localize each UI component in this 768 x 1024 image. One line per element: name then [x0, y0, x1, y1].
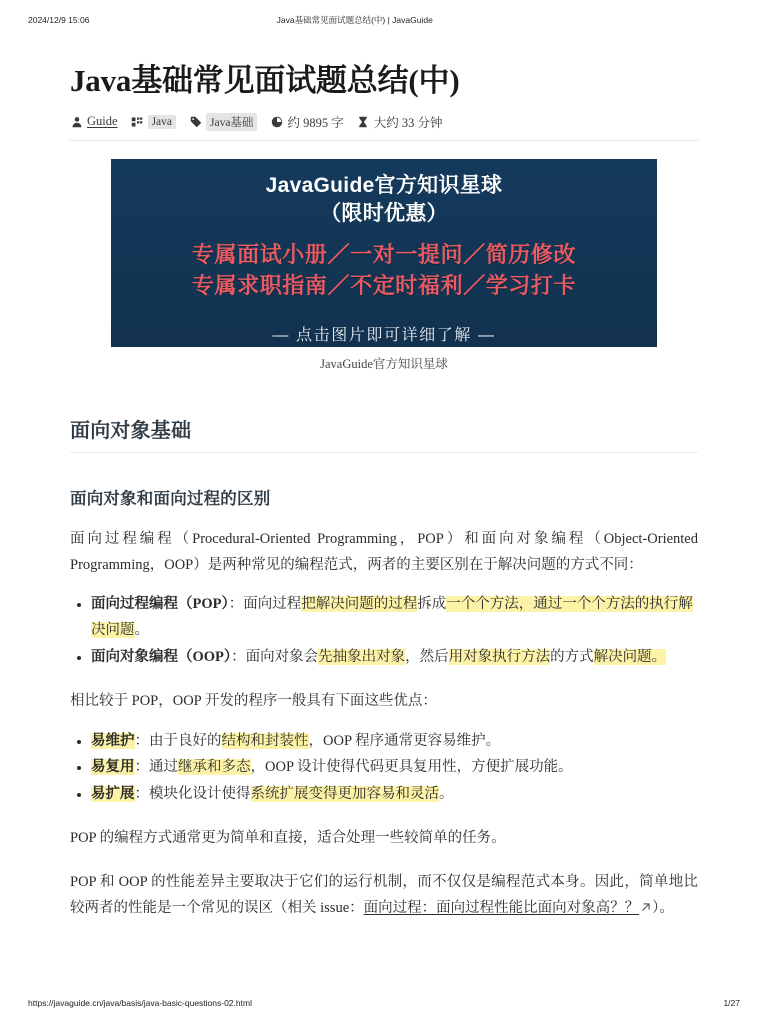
definition-list [70, 592, 698, 670]
user-icon [70, 115, 83, 128]
list-item [91, 729, 698, 755]
list-item [91, 782, 698, 808]
list-item-term: 易维护 [91, 732, 135, 749]
highlight: 用对象执行方法 [448, 649, 551, 665]
paragraph-pop-simple: POP 的编程方式通常更为简单和直接，适合处理一些较简单的任务。 [70, 829, 506, 846]
list-item-text: 面向过程 [243, 596, 302, 613]
list-item-text: 由于良好的 [149, 732, 222, 749]
category-badge[interactable]: Java [148, 115, 176, 129]
list-item-sep: ： [134, 759, 149, 776]
page-title: Java基础常见面试题总结(中) [70, 63, 460, 98]
highlight: 系统扩展变得更加容易和灵活 [250, 786, 439, 803]
meta-category [131, 115, 176, 129]
banner-line-1: JavaGuide官方知识星球 [265, 173, 503, 197]
print-header-title: Java基础常见面试题总结(中) | JavaGuide [276, 15, 433, 25]
print-footer [0, 998, 768, 1008]
highlight: 一个个方法， [446, 596, 534, 613]
paragraph-intro: 面向过程编程（Procedural-Oriented Programming，POP）和面向对象编程（Object-Oriented Programming，OOP）是两种常见的编程范式，两者的主要区别在于解决问题的方式不同： [70, 530, 698, 573]
list-item-sep: ： [134, 732, 149, 749]
paragraph-performance-before: POP 和 OOP 的性能差异主要取决于它们的运行机制，而不仅仅是编程范式本身。因此，简单地比较两者的性能是一个常见的误区（相关 issue： [70, 873, 698, 916]
highlight: 继承和多态 [178, 759, 251, 776]
list-item-text: 面向对象会 [245, 649, 319, 665]
article-meta [70, 113, 698, 141]
list-item-sep: ： [228, 596, 244, 613]
list-item-text: 的方式 [550, 649, 594, 665]
list-item-text: 模块化设计使得 [149, 786, 251, 803]
external-link-icon [640, 902, 651, 913]
print-footer-url: https://javaguide.cn/java/basis/java-basic-questions-02.html [28, 998, 252, 1008]
list-item-term: 易扩展 [91, 786, 135, 803]
print-header [0, 14, 768, 26]
article-content [70, 62, 698, 921]
list-item-text: 。 [439, 786, 454, 803]
print-header-date: 2024/12/9 15:06 [28, 15, 90, 25]
list-item-term: 易复用 [91, 759, 135, 776]
section-heading: 面向对象基础 [70, 414, 698, 453]
meta-author [70, 114, 118, 129]
paragraph-performance-after: ）。 [652, 899, 674, 916]
highlight: 通过一个个方法的执行解决问题 [91, 596, 693, 639]
highlight: 把解决问题的过程 [301, 596, 418, 613]
print-footer-page: 1/27 [723, 998, 740, 1008]
highlight: 先抽象出对象 [318, 649, 406, 665]
banner-caption: JavaGuide官方知识星球 [320, 356, 448, 371]
meta-tag [189, 113, 257, 131]
meta-readtime [357, 113, 443, 131]
meta-wordcount [270, 113, 343, 131]
paragraph-performance [70, 870, 698, 922]
list-item-text: ，OOP 设计使得代码更具复用性，方便扩展功能。 [250, 759, 573, 776]
tag-icon [189, 115, 202, 128]
list-item [91, 755, 698, 781]
list-item-text: 。 [134, 622, 149, 639]
grid-icon [131, 115, 144, 128]
readtime-text: 大约 33 分钟 [373, 115, 443, 130]
banner-red-2: 专属求职指南／不定时福利／学习打卡 [191, 273, 577, 299]
list-item-text: ，然后 [405, 649, 449, 665]
clock-icon [270, 115, 283, 128]
banner-footer: — 点击图片即可详细了解 — [272, 326, 496, 344]
list-item [91, 592, 698, 644]
banner-line-2: （限时优惠） [320, 201, 448, 225]
highlight: 解决问题。 [593, 649, 667, 665]
advantages-list [70, 729, 698, 808]
highlight: 结构和封装性 [221, 732, 309, 749]
list-item-term: 面向对象编程（OOP） [91, 649, 232, 665]
list-item-sep: ： [134, 786, 149, 803]
author-link[interactable]: Guide [87, 114, 118, 129]
list-item [91, 645, 698, 671]
tag-badge[interactable]: Java基础 [206, 113, 257, 131]
list-item-text: 拆成 [417, 596, 447, 613]
highlight-term [91, 786, 135, 802]
hourglass-icon [357, 115, 370, 128]
highlight-term [91, 759, 135, 775]
list-item-text: ，OOP 程序通常更容易维护。 [308, 732, 501, 749]
highlight-term [91, 733, 135, 749]
paragraph-advantages-intro: 相比较于 POP，OOP 开发的程序一般具有下面这些优点： [70, 692, 437, 709]
list-item-sep: ： [231, 649, 246, 665]
banner-red-1: 专属面试小册／一对一提问／简历修改 [191, 242, 577, 268]
promo-banner-wrap [70, 159, 698, 372]
sub-heading: 面向对象和面向过程的区别 [70, 489, 271, 508]
issue-link[interactable]: 面向过程：面向过程性能比面向对象高？？ [363, 899, 640, 916]
promo-banner-image[interactable] [111, 159, 657, 347]
wordcount-text: 约 9895 字 [287, 115, 344, 130]
list-item-text: 通过 [149, 759, 178, 776]
list-item-term: 面向过程编程（POP） [91, 596, 229, 613]
